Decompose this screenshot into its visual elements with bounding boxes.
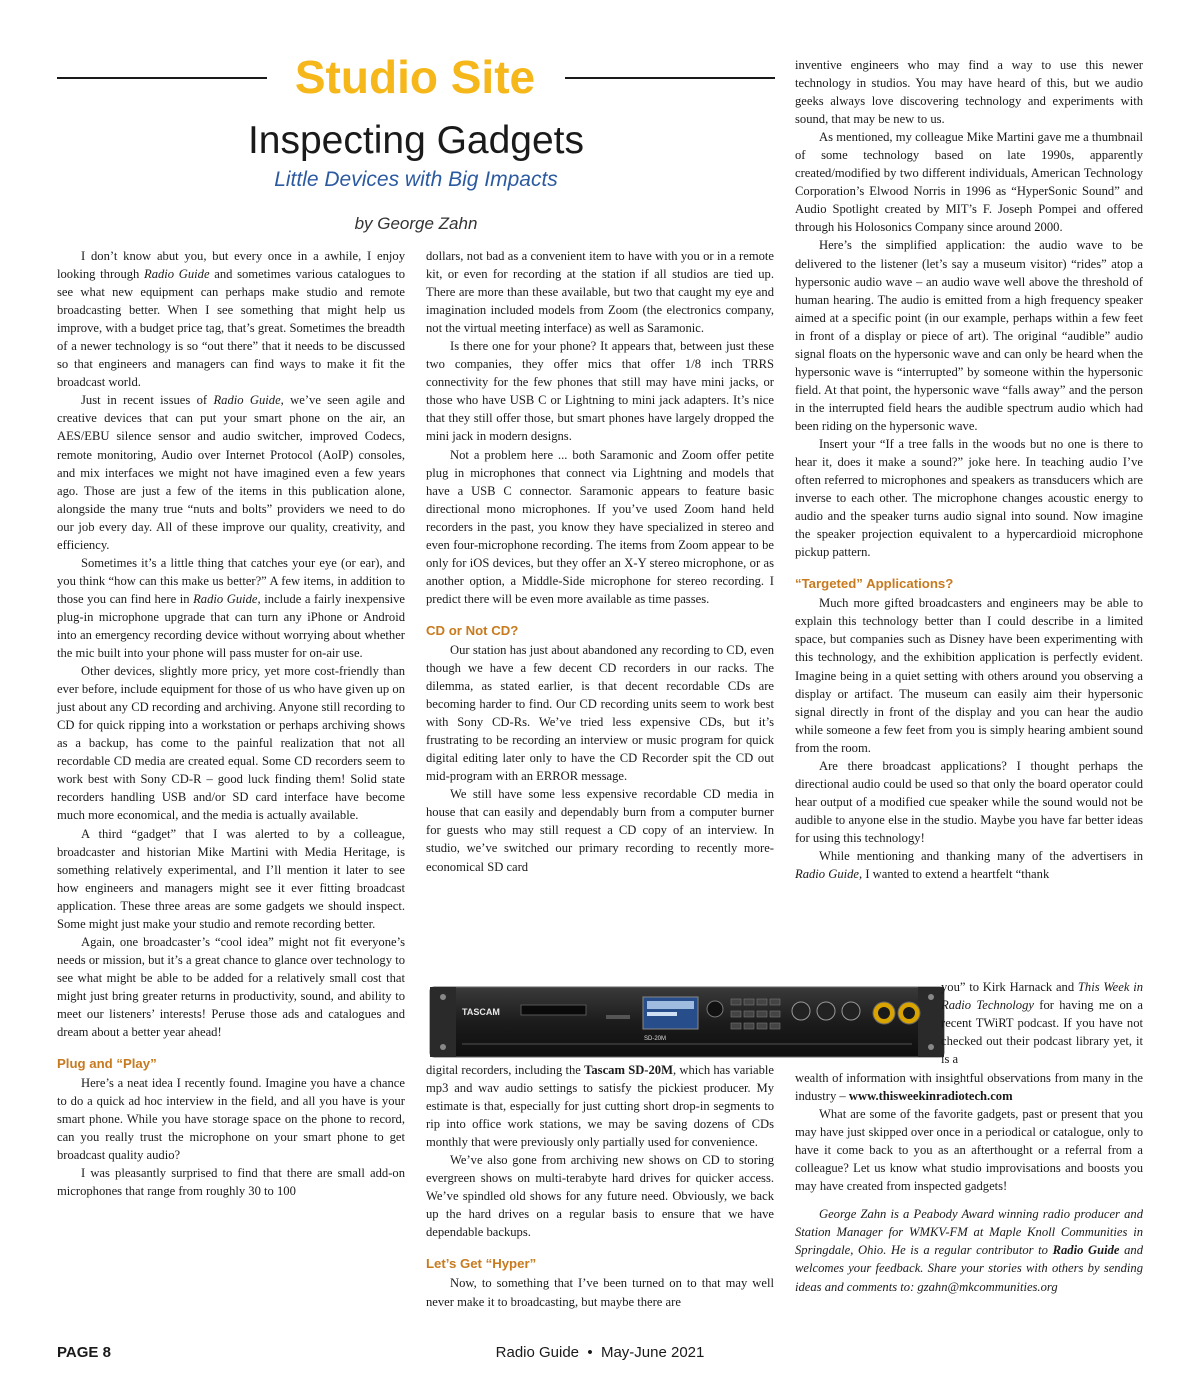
paragraph: Not a problem here ... both Saramonic and Zoom offer petite plug in microphones that connect via Lightning and models that have a USB C connector. Saramonic appears to feature basic directional mono microphones. If you’ve used Zoom hand held recorders in the past, you know they have specialized in stereo and even four-microphone recording. The items from Zoom appear to be only for iOS devices, but they offer an X-Y stereo microphone, or as another option, a Middle-Side microphone for stereo recording. I predict there will be even more available as time passes. [426,447,774,606]
paragraph: We still have some less expensive recordable CD media in house that can easily and dependably burn from a computer burner for guests who may still request a CD copy of an interview. In studio, we’ve switched our primary recording to recently more-economical SD card [426,787,774,874]
section-heading: Let’s Get “Hyper” [426,1256,537,1272]
tascam-recorder-photo [426,983,948,1063]
device-brand: TASCAM [462,1007,500,1017]
paragraph: We’ve also gone from archiving new shows on CD to storing evergreen shows on multi-terabyte hard drives for quicker access. We’ve spindled old shows for any future need. Obviously, we back up the hard drives on a regular basis to ensure that we have dependable backups. [426,1153,774,1240]
paragraph: What are some of the favorite gadgets, past or present that you may have just skipped over once in a periodical or catalogue, only to have it come back to you as an afterthought or a referral from a colleague? Let us know what studio improvisations and boosts you may have created from inspected gadgets! [795,1107,1143,1194]
paragraph: Again, one broadcaster’s “cool idea” might not fit everyone’s needs or mission, but it’s a great chance to glance over technology to see what might be able to be added for a relatively small cost that might just bring greater returns in productivity, sound, and ability to meet our listeners’ interests! Peruse those ads and catalogues and dream about a better year ahead! [57,934,405,1040]
paragraph: you” to Kirk Harnack and This Week in Radio Technology for having me on a recent TWiRT podcast. If you have not checked out their podcast library yet, it is a [941,980,1143,1067]
publication-footer: Radio Guide • May-June 2021 [495,1344,705,1361]
paragraph: I was pleasantly surprised to find that there are small add-on microphones that range from roughly 30 to 100 [57,1166,405,1199]
paragraph: Now, to something that I’ve been turned on to that may well never make it to broadcasting, but maybe there are [426,1276,774,1309]
paragraph: I don’t know abut you, but every once in a awhile, I enjoy looking through Radio Guide and sometimes various catalogues to see what new equipment can perhaps make studio and remote broadcasting better. When I see something that might help us improve, with a budget price tag, that’s great. Sometimes the breadth of a newer technology is so “out there” that it needs to be discussed so that engineers and managers can find ways to make it fit the broadcast world. [57,249,406,390]
section-heading: Plug and “Play” [57,1056,157,1072]
paragraph: Is there one for your phone? It appears that, between just these two companies, they offer mics that offer 1/8 inch TRRS connectivity for the few phones that still may have mini jacks, or those who have USB C or Lightning to mini jack adapters. It’s nice that they still offer those, but smart phones have largely dropped the mini jack in modern designs. [426,339,774,444]
paragraph: digital recorders, including the Tascam SD-20M, which has variable mp3 and wav audio settings to satisfy the pickiest producer. My estimate is that, especially for just cutting short drop-in segments to rip into office work stations, we may be saving dozens of CDs monthly that were previously only partially used for convenience. [426,1063,774,1150]
section-heading: “Targeted” Applications? [795,576,954,592]
paragraph: wealth of information with insightful observations from many in the industry – www.thisweekinradiotech.com [795,1071,1143,1104]
article-title: Inspecting Gadgets [247,119,585,162]
section-heading: CD or Not CD? [426,622,519,638]
column-3-lower [795,1069,1143,1296]
page-number: PAGE 8 [57,1344,111,1361]
column-1 [57,247,405,1200]
device-model: SD-20M [644,1036,667,1042]
paragraph: Our station has just about abandoned any recording to CD, even though we have a few decent CD recorders in our racks. The dilemma, as stated earlier, is that decent recordable CDs are becoming harder to find. Our CD recording units seem to work best with Sony CD-Rs. We’ve tried less expensive CDs, but it’s frustrating to be recording an interview or music program for quick digital editing later only to have the CD Recorder spit the CD out mid-program with an ERROR message. [426,642,774,784]
paragraph: Much more gifted broadcasters and engineers may be able to explain this technology better than I could describe in a limited space, but companies such as Disney have been experimenting with this technology, and the exhibition application is perfectly evident. Imagine being in a quiet setting with others around you observing a display or artifact. The museum can easily aim their hypersonic signal directly in front of the display and you can hear the audio while someone a few feet from you is simply hearing ambient sound from the room. [795,596,1143,755]
kicker-rule-left [57,77,267,79]
paragraph: dollars, not bad as a convenient item to have with you or in a remote kit, or even for recording at the station if all studios are tied up. There are more than these available, but two that caught my eye and imagination included models from Zoom (the electronics company, not the virtual meeting interface) as well as Saramonic. [426,249,774,336]
column-3-upper [795,56,1143,883]
paragraph: Insert your “If a tree falls in the woods but no one is there to hear it, does it make a sound?” joke here. In teaching audio I’ve often referred to microphones and speakers as transducers which are inverse to each other. The microphone changes acoustic energy to audio and the speaker turns audio signal into sound. Now imagine the speaker projection equivalent to a hypercardioid microphone pickup pattern. [795,436,1143,560]
paragraph: Here’s a neat idea I recently found. Imagine you have a chance to do a quick ad hoc interview in the field, and all you have is your smart phone. While you have storage space on the phone to record, can you really trust the microphone on your smart phone to get broadcast quality audio? [57,1076,405,1163]
column-2-lower [426,1061,774,1311]
byline: by George Zahn [354,214,478,233]
paragraph: A third “gadget” that I was alerted to by a colleague, broadcaster and historian Mike Martini with Media Heritage, is something relatively experimental, and I’ll mention it later to see how engineers and managers might see it ever fitting broadcast application. These three areas are some gadgets we should inspect. Some might just make your studio and remote recording better. [57,826,405,931]
website-link[interactable]: www.thisweekinradiotech.com [848,1089,1013,1104]
paragraph: While mentioning and thanking many of the advertisers in Radio Guide, I wanted to extend a heartfelt “thank [795,848,1143,882]
paragraph: As mentioned, my colleague Mike Martini gave me a thumbnail of some technology based on late 1990s, apparently created/modified by two different individuals, American Technology Corporation’s Elwood Norris in 1996 as “HyperSonic Sound” and Audio Spotlight created by MIT’s F. Joseph Pompei and offered through his Holosonics Company since around 2000. [795,130,1143,235]
column-3-wrap [941,978,1143,1068]
kicker-rule-right [565,77,775,79]
paragraph: Here’s the simplified application: the audio wave to be delivered to the listener (let’s say a museum visitor) “rides” atop a hypersonic audio wave – an audio wave well above the threshold of human hearing. The audio is emitted from a high frequency speaker aimed at a specific point (in our example, perhaps within a few feet in front of a display or piece of art). The original “audible” audio signal floats on the hypersonic wave and can only be heard when the hypersonic wave is “interrupted” by someone within the hypersonic field. At that point, the hypersonic wave “falls away” and the person in the interrupted field hears the audible spectrum audio which had been riding on the hypersonic wave. [795,238,1143,433]
paragraph: inventive engineers who may find a way to use this newer technology in studios. You may have heard of this, but we audio geeks always love discovering technology and experiments with sound, that may be new to us. [795,58,1143,127]
column-2-upper [426,247,774,876]
paragraph: Just in recent issues of Radio Guide, we’ve seen agile and creative devices that can put your smart phone on the air, an AES/EBU silence sensor and audio switcher, improved Codecs, remote monitoring, Audio over Internet Protocol (AoIP) consoles, and mix interfaces we might not have imagined even a few years ago. Those are just a few of the items in this publication alone, alongside the many true “nuts and bolts” providers we need to do our job every day. All of these improve our quality, creativity, and efficiency. [57,393,405,552]
author-bio: George Zahn is a Peabody Award winning radio producer and Station Manager for WMKV-FM at Maple Knoll Communities in Springdale, Ohio. He is a regular contributor to Radio Guide and welcomes your feedback. Share your stories with others by sending ideas and comments to: gzahn@mkcommunities.org [795,1207,1143,1294]
paragraph: Sometimes it’s a little thing that catches your eye (or ear), and you think “how can this make us better?” A few items, in addition to those you can find here in Radio Guide, include a fairly inexpensive plug-in microphone upgrade that can turn any iPhone or Android into an emergency recording device without worrying about whether the mic built into your phone will pass muster for on-air use. [57,555,405,661]
section-kicker: Studio Site [294,51,536,103]
paragraph: Other devices, slightly more pricy, yet more cost-friendly than ever before, include equipment for those of us who have given up on just about any CD recording and archiving. Anyone still recording to CD for quick ripping into a workstation or perhaps archiving shows as a backup, has come to the painful realization that not all recordable CD media are created equal. Some CD recorders seem to work best with Sony CD-R – good luck finding them! Solid state recorders handling USB and/or SD card interface have become much more economical, and the media is actually available. [57,664,405,823]
paragraph: Are there broadcast applications? I thought perhaps the directional audio could be used so that only the board operator could hear output of a modified cue speaker while the sound would not be audible to anyone else in the studio. Maybe you have far better ideas for using this technology! [795,758,1143,845]
article-subtitle: Little Devices with Big Impacts [274,168,558,191]
